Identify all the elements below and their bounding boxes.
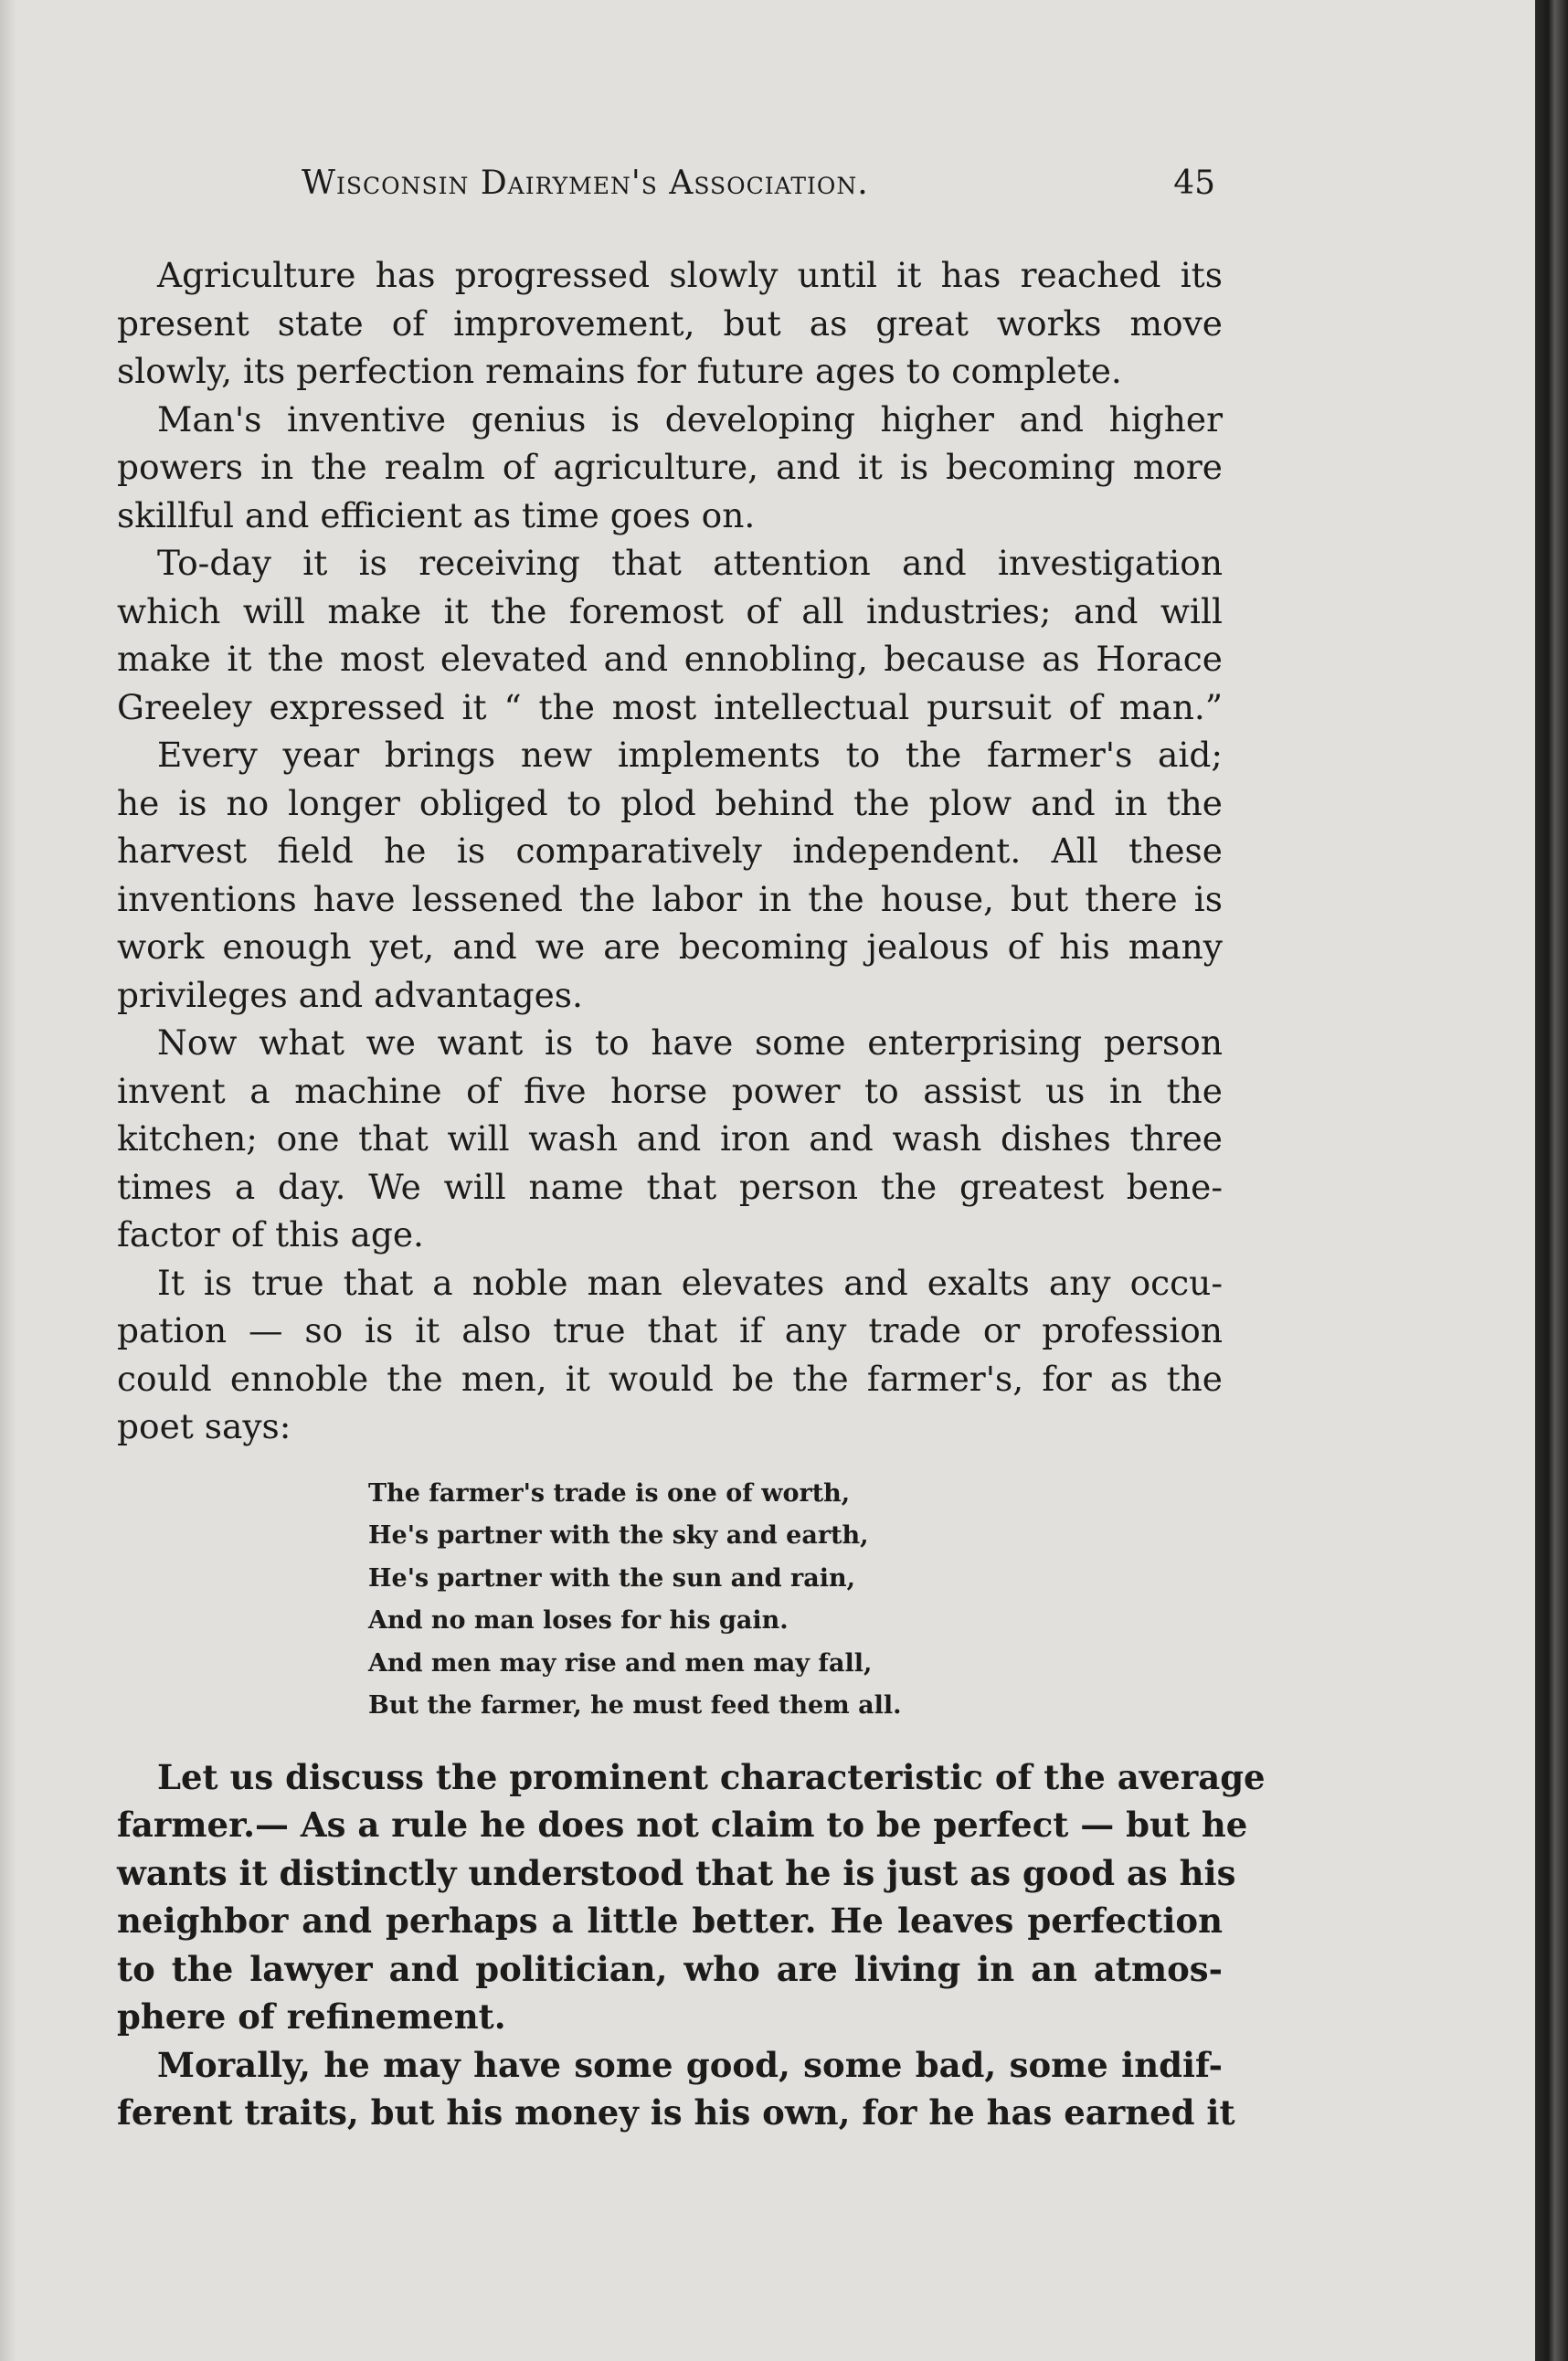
paragraph bbox=[117, 2041, 1235, 2137]
page-gutter-shadow bbox=[0, 0, 16, 2361]
text-line: phere of refinement. bbox=[117, 1996, 506, 2037]
poem-line: He's partner with the sky and earth, bbox=[368, 1521, 869, 1550]
text-line: privileges and advantages. bbox=[117, 974, 583, 1015]
text-line: harvest field he is comparatively independent. All these bbox=[117, 831, 1223, 871]
text-line: invent a machine of five horse power to assist us in the bbox=[117, 1070, 1223, 1111]
text-line: powers in the realm of agriculture, and it is becoming more bbox=[117, 447, 1223, 487]
text-line: neighbor and perhaps a little better. He leaves perfection bbox=[117, 1900, 1223, 1941]
text-line: wants it distinctly understood that he is just as good as his bbox=[117, 1852, 1236, 1893]
text-line: make it the most elevated and ennobling, because as Horace bbox=[117, 639, 1223, 679]
upper-text bbox=[117, 251, 1223, 1451]
text-line: inventions have lessened the labor in the house, but there is bbox=[117, 878, 1223, 919]
running-head: Wisconsin Dairymen's Association. bbox=[302, 164, 869, 202]
text-line: factor of this age. bbox=[117, 1214, 424, 1255]
page-number: 45 bbox=[1173, 164, 1215, 202]
paragraph bbox=[117, 539, 1223, 731]
poem-line: But the farmer, he must feed them all. bbox=[368, 1691, 902, 1720]
text-line: kitchen; one that will wash and iron and wash dishes three bbox=[117, 1118, 1223, 1159]
text-line: It is true that a noble man elevates and exalts any occu- bbox=[157, 1262, 1223, 1303]
poem-line: And no man loses for his gain. bbox=[368, 1606, 789, 1635]
text-line: Every year brings new implements to the farmer's aid; bbox=[157, 735, 1223, 775]
poem-block bbox=[368, 1473, 1223, 1728]
poem-line: And men may rise and men may fall, bbox=[368, 1648, 873, 1678]
poem-line: The farmer's trade is one of worth, bbox=[368, 1478, 851, 1508]
text-line: which will make it the foremost of all industries; and will bbox=[117, 590, 1223, 631]
paragraph bbox=[117, 396, 1223, 540]
lower-text bbox=[117, 1753, 1266, 2137]
text-line: work enough yet, and we are becoming jealous of his many bbox=[117, 926, 1223, 967]
text-line: Now what we want is to have some enterprising person bbox=[157, 1022, 1223, 1063]
poem-line: He's partner with the sun and rain, bbox=[368, 1563, 856, 1593]
paragraph bbox=[117, 1259, 1223, 1451]
paragraph bbox=[117, 251, 1223, 396]
text-line: present state of improvement, but as great works move bbox=[117, 302, 1223, 344]
page-header bbox=[302, 164, 1215, 219]
text-line: farmer.— As a rule he does not claim to be perfect — but he bbox=[117, 1805, 1248, 1845]
text-line: Morally, he may have some good, some bad, some indif- bbox=[157, 2044, 1223, 2085]
paragraph bbox=[117, 731, 1223, 1019]
text-line: Agriculture has progressed slowly until it has reached its bbox=[157, 255, 1223, 295]
text-line: he is no longer obliged to plod behind the plow and in the bbox=[117, 782, 1223, 823]
text-line: Let us discuss the prominent characteristic of the average bbox=[157, 1756, 1266, 1797]
text-line: ferent traits, but his money is his own, for he has earned it bbox=[117, 2092, 1235, 2133]
paragraph bbox=[117, 1019, 1223, 1259]
text-line: To-day it is receiving that attention and investigation bbox=[157, 543, 1223, 583]
text-line: could ennoble the men, it would be the farmer's, for as the bbox=[117, 1358, 1223, 1399]
text-line: poet says: bbox=[117, 1406, 291, 1446]
text-line: pation — so is it also true that if any trade or profession bbox=[117, 1310, 1223, 1350]
page-edge-binding bbox=[1535, 0, 1568, 2361]
text-line: Man's inventive genius is developing higher and higher bbox=[157, 398, 1223, 439]
text-line: times a day. We will name that person the greatest bene- bbox=[117, 1166, 1223, 1207]
paragraph bbox=[117, 1753, 1266, 2041]
text-line: to the lawyer and politician, who are living in an atmos- bbox=[117, 1948, 1223, 1989]
text-line: slowly, its perfection remains for future ages to complete. bbox=[117, 351, 1122, 391]
text-line: Greeley expressed it “ the most intellectual pursuit of man.” bbox=[117, 686, 1223, 727]
page-body bbox=[117, 251, 1266, 2137]
text-line: skillful and efficient as time goes on. bbox=[117, 494, 756, 535]
